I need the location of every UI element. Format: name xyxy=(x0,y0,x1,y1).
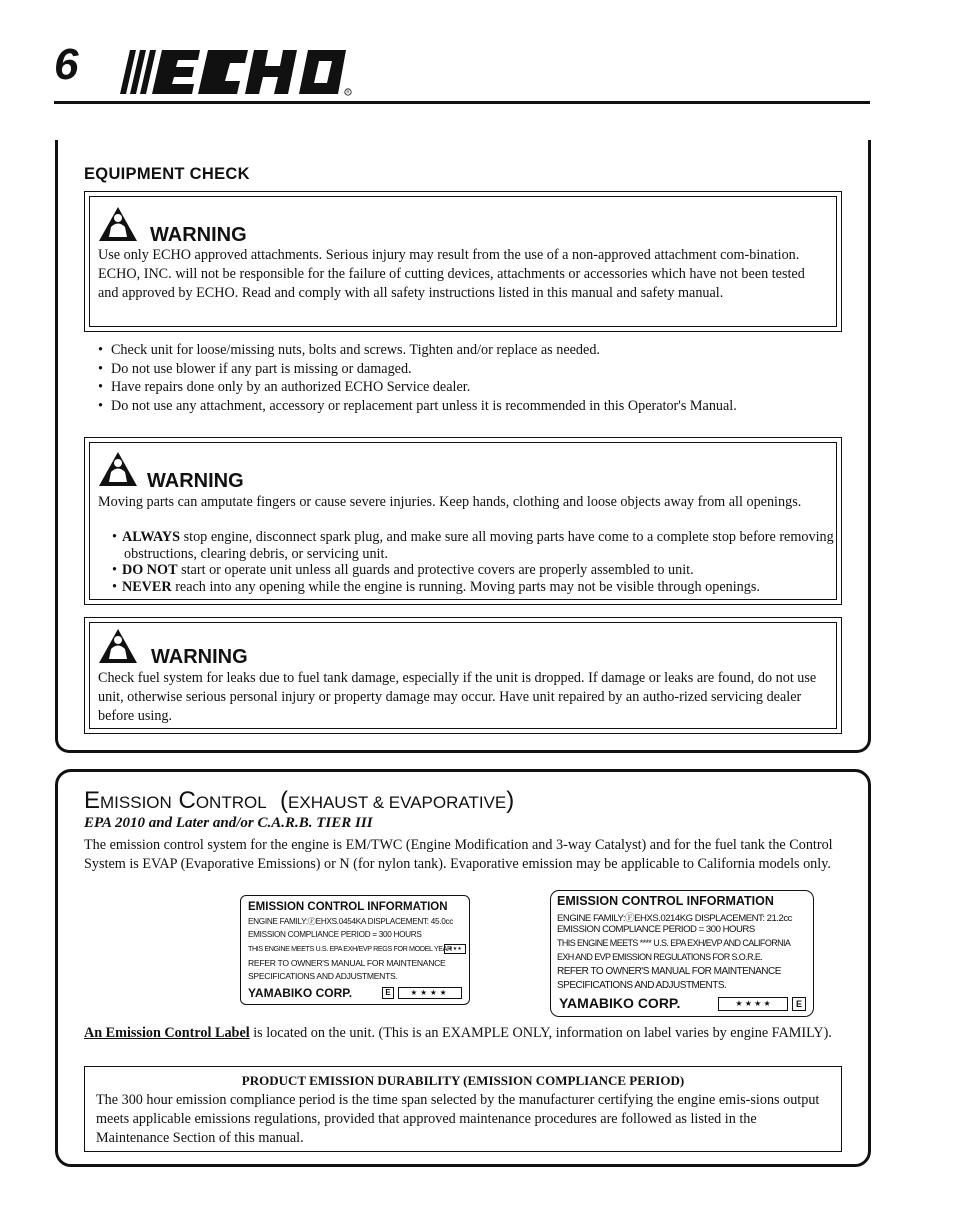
label-stars: ★★★★ xyxy=(398,987,462,999)
label-refer-2: SPECIFICATIONS AND ADJUSTMENTS. xyxy=(557,980,727,991)
label-year-box: ★★★ xyxy=(444,944,466,954)
warning-title: WARNING xyxy=(151,646,248,668)
header-rule xyxy=(54,101,870,104)
label-refer-1: REFER TO OWNER'S MANUAL FOR MAINTENANCE xyxy=(557,966,781,977)
echo-logo xyxy=(116,46,356,98)
durability-box xyxy=(84,1066,842,1152)
label-engine-family: ENGINE FAMILY:ⒻEHXS.0214KG DISPLACEMENT: 21.2cc xyxy=(557,913,792,924)
label-engine-family: ENGINE FAMILY:ⒻEHXS.0454KA DISPLACEMENT: 45.0cc xyxy=(248,917,454,926)
equipment-checklist xyxy=(98,341,858,415)
warning-sublist xyxy=(99,529,834,595)
page-number: 6 xyxy=(54,40,79,89)
warning-text: Moving parts can amputate fingers or cause severe injuries. Keep hands, clothing and loose objects away from all openings. xyxy=(98,494,802,510)
list-item: • Check unit for loose/missing nuts, bolts and screws. Tighten and/or replace as needed. xyxy=(98,341,858,360)
label-refer-1: REFER TO OWNER'S MANUAL FOR MAINTENANCE xyxy=(248,958,446,968)
emission-label-example-1 xyxy=(240,895,470,1005)
label-stars: ★ ★ ★ ★ xyxy=(718,997,788,1011)
emission-control-heading: EMISSION CONTROL (EXHAUST & EVAPORATIVE) xyxy=(84,787,515,814)
label-meets: THIS ENGINE MEETS U.S. EPA EXH/EVP REGS FOR MODEL YEAR xyxy=(248,944,452,953)
warning-box-fuel-leaks xyxy=(84,617,842,734)
label-meets-2: EXH AND EVP EMISSION REGULATIONS FOR S.O.R.E. xyxy=(557,952,763,962)
svg-text:R: R xyxy=(346,89,350,95)
label-header: EMISSION CONTROL INFORMATION xyxy=(557,894,774,908)
list-item: • DO NOT start or operate unit unless all guards and protective covers are properly assembled to unit. xyxy=(99,562,834,579)
list-item: • ALWAYS stop engine, disconnect spark plug, and make sure all moving parts have come to a complete stop before removing obstructions, clearing debris, or servicing unit. xyxy=(99,529,834,562)
warning-text: Check fuel system for leaks due to fuel tank damage, especially if the unit is dropped. If damage or leaks are found, do not use unit, otherwise serious personal injury or property damage may occur. Have unit repaired by an autho-rized servicing dealer before using. xyxy=(98,670,817,724)
emission-label-example-2 xyxy=(550,890,814,1017)
list-item: • Have repairs done only by an authorized ECHO Service dealer. xyxy=(98,378,858,397)
label-refer-2: SPECIFICATIONS AND ADJUSTMENTS. xyxy=(248,971,398,981)
label-meets: THIS ENGINE MEETS **** U.S. EPA EXH/EVP AND CALIFORNIA xyxy=(557,938,791,948)
label-e-mark: E xyxy=(792,997,806,1011)
warning-icon xyxy=(97,205,139,243)
durability-title: PRODUCT EMISSION DURABILITY (EMISSION COMPLIANCE PERIOD) xyxy=(241,1073,685,1088)
emission-label-note: An Emission Control Label is located on the unit. (This is an EXAMPLE ONLY, information on label varies by engine FAMILY). xyxy=(84,1025,832,1041)
list-item: • Do not use any attachment, accessory or replacement part unless it is recommended in this Operator's Manual. xyxy=(98,397,858,416)
label-corp: YAMABIKO CORP. xyxy=(559,995,681,1011)
label-note-emphasis: An Emission Control Label xyxy=(84,1025,250,1041)
warning-icon xyxy=(97,627,139,665)
warning-title: WARNING xyxy=(147,470,244,492)
warning-title: WARNING xyxy=(150,224,247,246)
label-period: EMISSION COMPLIANCE PERIOD = 300 HOURS xyxy=(248,930,422,939)
emission-subtitle: EPA 2010 and Later and/or C.A.R.B. TIER III xyxy=(84,815,373,831)
label-corp: YAMABIKO CORP. xyxy=(248,986,353,1000)
label-period: EMISSION COMPLIANCE PERIOD = 300 HOURS xyxy=(557,924,755,935)
label-e-mark: E xyxy=(382,987,394,999)
list-item: • NEVER reach into any opening while the engine is running. Moving parts may not be visible through openings. xyxy=(99,579,834,596)
warning-box-attachments xyxy=(84,191,842,332)
emission-intro: The emission control system for the engine is EM/TWC (Engine Modification and 3-way Catalyst) and for the fuel tank the Control System is EVAP (Evaporative Emissions) or N (for nylon tank). Evaporative emission may be applicable to California models only. xyxy=(84,837,833,872)
warning-text: Use only ECHO approved attachments. Serious injury may result from the use of a non-approved attachment com-bination. ECHO, INC. will not be responsible for the failure of cutting devices, attachments or accessories which have not been tested and approved by ECHO. Read and comply with all safety instructions listed in this manual and safety manual. xyxy=(98,247,805,301)
equipment-check-heading: EQUIPMENT CHECK xyxy=(84,165,250,183)
list-item: • Do not use blower if any part is missing or damaged. xyxy=(98,360,858,379)
warning-icon xyxy=(97,450,139,488)
label-header: EMISSION CONTROL INFORMATION xyxy=(248,901,448,913)
warning-box-moving-parts xyxy=(84,437,842,605)
durability-text: The 300 hour emission compliance period is the time span selected by the manufacturer certifying the engine emis-sions output meets applicable emissions regulations, provided that approved maintenance procedures are followed as listed in the Maintenance Section of this manual. xyxy=(96,1092,820,1146)
